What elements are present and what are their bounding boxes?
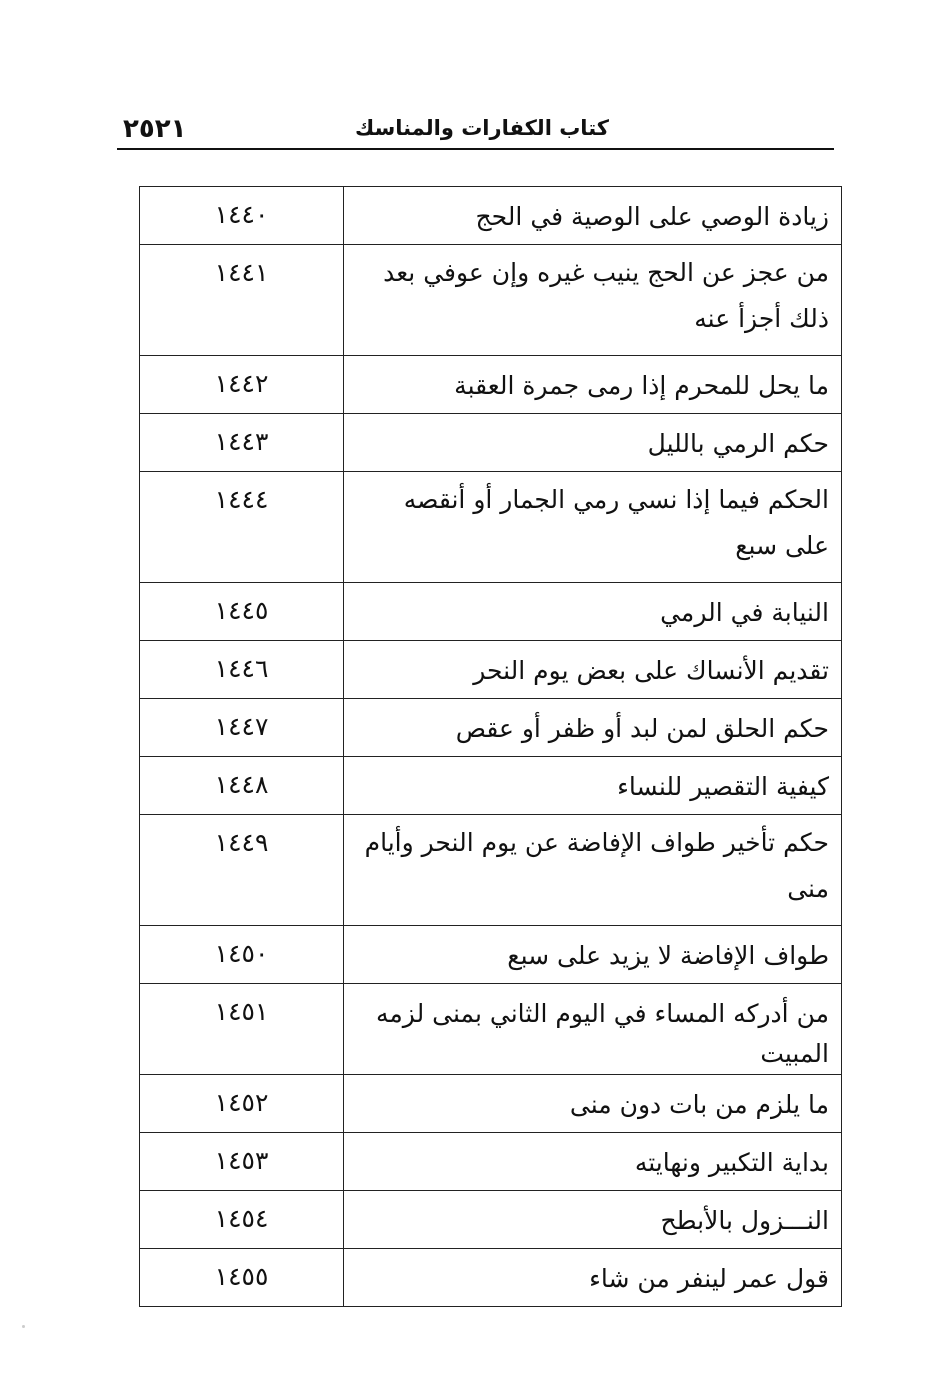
topic-cell: قول عمر لينفر من شاء — [344, 1249, 842, 1307]
topic-cell: طواف الإفاضة لا يزيد على سبع — [344, 926, 842, 984]
table-row — [140, 245, 842, 356]
table-row — [140, 1249, 842, 1307]
topic-cell: بداية التكبير ونهايته — [344, 1133, 842, 1191]
page-ref-cell: ١٤٤٩ — [140, 815, 344, 926]
table-row — [140, 641, 842, 699]
topic-cell: ما يحل للمحرم إذا رمى جمرة العقبة — [344, 356, 842, 414]
table-row — [140, 414, 842, 472]
table-row — [140, 472, 842, 583]
table-row — [140, 1191, 842, 1249]
page-ref-cell: ١٤٤٣ — [140, 414, 344, 472]
topic-cell: من أدركه المساء في اليوم الثاني بمنى لزمه المبيت — [344, 984, 842, 1075]
table-row — [140, 926, 842, 984]
page-ref-cell: ١٤٤٨ — [140, 757, 344, 815]
page-ref-cell: ١٤٥٥ — [140, 1249, 344, 1307]
page-ref-cell: ١٤٤٧ — [140, 699, 344, 757]
topic-cell: حكم الرمي بالليل — [344, 414, 842, 472]
page-ref-cell: ١٤٤١ — [140, 245, 344, 356]
table-row — [140, 356, 842, 414]
topic-cell: الحكم فيما إذا نسي رمي الجمار أو أنقصه على سبع — [344, 472, 842, 583]
topic-cell: النيابة في الرمي — [344, 583, 842, 641]
scan-speck — [22, 1325, 25, 1328]
page-ref-cell: ١٤٤٥ — [140, 583, 344, 641]
page-number: ٢٥٢١ — [123, 114, 187, 144]
table-row — [140, 699, 842, 757]
topic-cell: ما يلزم من بات دون منى — [344, 1075, 842, 1133]
table-row — [140, 815, 842, 926]
page-ref-cell: ١٤٤٢ — [140, 356, 344, 414]
page-ref-cell: ١٤٤٠ — [140, 187, 344, 245]
index-table — [139, 186, 842, 1307]
page-ref-cell: ١٤٥٤ — [140, 1191, 344, 1249]
page-ref-cell: ١٤٥٠ — [140, 926, 344, 984]
topic-cell: حكم تأخير طواف الإفاضة عن يوم النحر وأيام منى — [344, 815, 842, 926]
page-header — [117, 112, 834, 150]
table-row — [140, 187, 842, 245]
page-ref-cell: ١٤٥٢ — [140, 1075, 344, 1133]
table-row — [140, 1133, 842, 1191]
table-row — [140, 583, 842, 641]
topic-cell: كيفية التقصير للنساء — [344, 757, 842, 815]
table-row — [140, 1075, 842, 1133]
topic-cell: النـــزول بالأبطح — [344, 1191, 842, 1249]
topic-cell: من عجز عن الحج ينيب غيره وإن عوفي بعد ذلك أجزأ عنه — [344, 245, 842, 356]
table-row — [140, 984, 842, 1075]
page-ref-cell: ١٤٤٤ — [140, 472, 344, 583]
topic-cell: زيادة الوصي على الوصية في الحج — [344, 187, 842, 245]
page-ref-cell: ١٤٤٦ — [140, 641, 344, 699]
page-ref-cell: ١٤٥١ — [140, 984, 344, 1075]
book-title: كتاب الكفارات والمناسك — [355, 116, 609, 140]
topic-cell: تقديم الأنساك على بعض يوم النحر — [344, 641, 842, 699]
page-ref-cell: ١٤٥٣ — [140, 1133, 344, 1191]
topic-cell: حكم الحلق لمن لبد أو ظفر أو عقص — [344, 699, 842, 757]
table-row — [140, 757, 842, 815]
